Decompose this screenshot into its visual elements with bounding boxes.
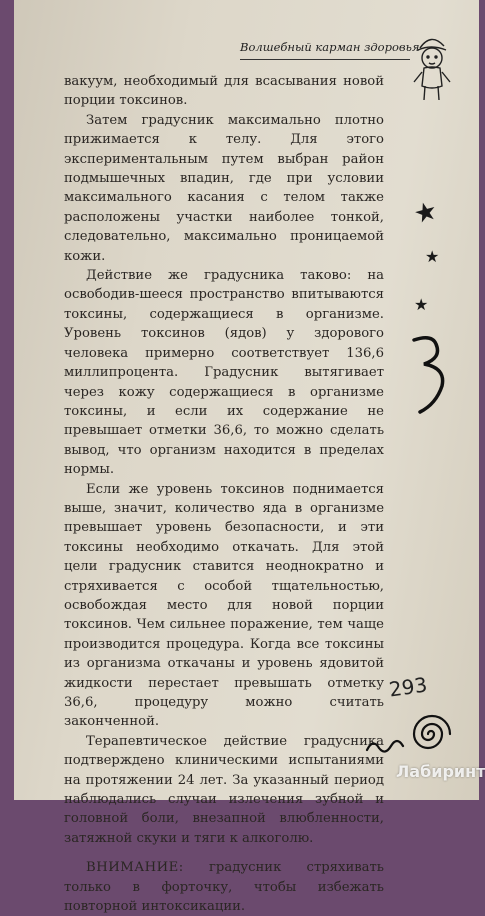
star-icon: ★ bbox=[414, 295, 429, 314]
warning-text: градусник стряхивать только в форточку, чтобы избежать повторной интоксикации. bbox=[64, 860, 384, 915]
running-title: Волшебный карман здоровья bbox=[240, 40, 420, 54]
girl-doodle-icon bbox=[406, 30, 456, 110]
paragraph: Действие же градусника таково: на освободив-шееся пространство впитываются токсины, содержащиеся в организме. Уровень токсинов (ядов) у здорового человека примерно соответствует 136,6 миллипроцента. Градусник вытягивает через кожу содержащиеся в организме токсины, и если их содержание не превышает отметки 36,6, то можно сделать вывод, что организм находится в пределах нормы. bbox=[64, 268, 384, 478]
warning-paragraph bbox=[64, 858, 384, 916]
book-page bbox=[14, 0, 485, 915]
squiggle-doodle-icon bbox=[402, 330, 472, 420]
header-rule bbox=[240, 59, 410, 60]
body-text bbox=[64, 72, 384, 916]
star-icon: ★ bbox=[425, 247, 440, 266]
paragraph: Если же уровень токсинов поднимается выше, значит, количество яда в организме превышает уровень безопасности, и эти токсины необходимо откачать. Для этой цели градусник ставится неоднократно и стряхивается с особой тщательностью, освобождая место для новой порции токсинов. Чем сильнее поражение, тем чаще производится процедура. Когда все токсины из организма откачаны и уровень ядовитой жидкости перестает превышать отметку 36,6, процедуру можно считать законченной. bbox=[64, 481, 384, 730]
paragraph: Затем градусник максимально плотно прижимается к телу. Для этого экспериментальным путем выбран район подмышечных впадин, где при условии максимального касания с телом также расположены участки наиболее тонкой, следовательно, максимально проницаемой кожи. bbox=[64, 112, 384, 264]
paragraph: вакуум, необходимый для всасывания новой порции токсинов. bbox=[64, 74, 384, 109]
paragraph: Терапевтическое действие градусника подтверждено клиническими испытаниями на протяжении 24 лет. За указанный период наблюдались случаи излечения зубной и головной боли, внезапной влюбленности, затяжной скуки и тяги к алкоголю. bbox=[64, 733, 384, 846]
star-icon: ★ bbox=[410, 195, 441, 231]
page-number: 293 bbox=[387, 672, 429, 702]
watermark-logo: Лабиринт bbox=[396, 762, 485, 781]
warning-label: ВНИМАНИЕ: bbox=[86, 860, 184, 876]
